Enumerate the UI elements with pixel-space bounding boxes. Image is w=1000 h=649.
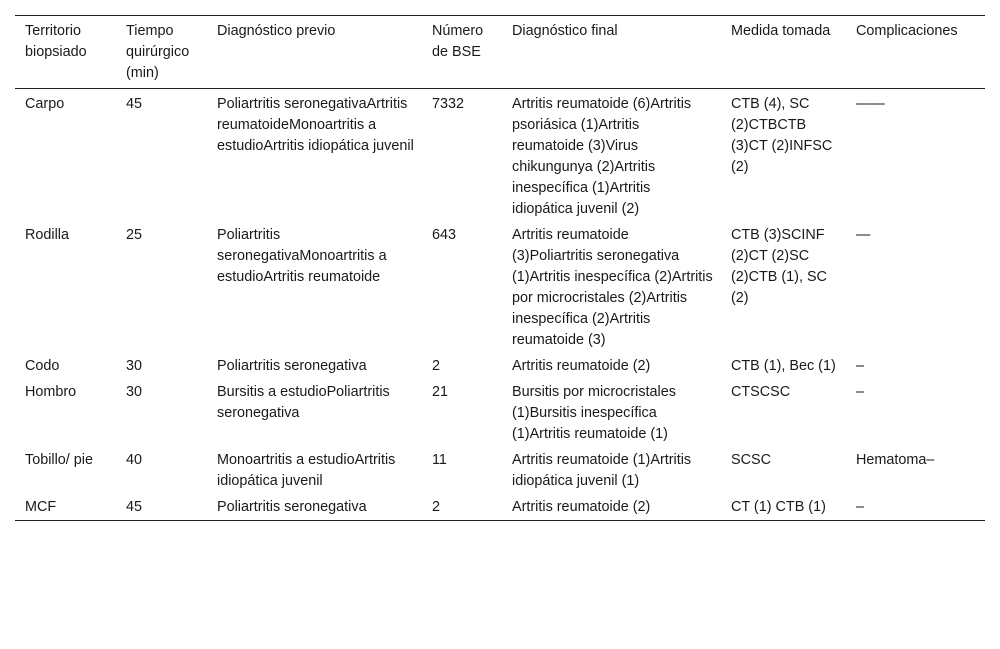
cell-numero-bse: 643 xyxy=(432,227,457,243)
cell-medida: CTB (3)SCINF (2)CT (2)SC (2)CTB (1), SC (2) xyxy=(731,227,827,306)
cell-territorio: Hombro xyxy=(25,384,77,400)
cell-diagnostico-final: Artritis reumatoide (3)Poliartritis seronegativa (1)Artritis inespecífica (2)Artritis por microcristales (2)Artritis inespecífica (2)Artritis reumatoide (3) xyxy=(512,227,713,348)
header-diagnostico-previo: Diagnóstico previo xyxy=(217,23,336,39)
cell-diagnostico-final: Artritis reumatoide (2) xyxy=(512,499,651,515)
table-row xyxy=(15,222,985,353)
cell-complicaciones: – xyxy=(856,499,865,515)
cell-diagnostico-final: Bursitis por microcristales (1)Bursitis inespecífica (1)Artritis reumatoide (1) xyxy=(512,384,676,442)
table-row xyxy=(15,353,985,379)
cell-complicaciones: – xyxy=(856,358,865,374)
cell-numero-bse: 21 xyxy=(432,384,449,400)
cell-territorio: MCF xyxy=(25,499,57,515)
table-container xyxy=(15,15,985,521)
cell-territorio: Carpo xyxy=(25,96,65,112)
cell-complicaciones: —— xyxy=(856,96,885,112)
cell-medida: CTB (4), SC (2)CTBCTB (3)CT (2)INFSC (2) xyxy=(731,96,833,175)
table-row xyxy=(15,379,985,447)
header-medida: Medida tomada xyxy=(731,23,831,39)
cell-numero-bse: 11 xyxy=(432,452,447,468)
header-numero-bse: Número de BSE xyxy=(432,23,484,60)
cell-numero-bse: 7332 xyxy=(432,96,465,112)
cell-medida: CT (1) CTB (1) xyxy=(731,499,826,515)
cell-diagnostico-previo: Monoartritis a estudioArtritis idiopática juvenil xyxy=(217,452,396,489)
cell-diagnostico-previo: Poliartritis seronegativaArtritis reumatoideMonoartritis a estudioArtritis idiopática juvenil xyxy=(217,96,414,154)
cell-diagnostico-final: Artritis reumatoide (1)Artritis idiopática juvenil (1) xyxy=(512,452,692,489)
cell-territorio: Rodilla xyxy=(25,227,69,243)
cell-medida: CTB (1), Bec (1) xyxy=(731,358,836,374)
header-diagnostico-final: Diagnóstico final xyxy=(512,23,618,39)
table-row xyxy=(15,494,985,521)
cell-diagnostico-final: Artritis reumatoide (2) xyxy=(512,358,651,374)
cell-numero-bse: 2 xyxy=(432,358,441,374)
cell-tiempo: 30 xyxy=(126,358,143,374)
cell-tiempo: 30 xyxy=(126,384,143,400)
header-territorio: Territorio biopsiado xyxy=(25,23,87,60)
cell-tiempo: 25 xyxy=(126,227,143,243)
table-row xyxy=(15,89,985,223)
cell-complicaciones: – xyxy=(856,384,865,400)
cell-medida: CTSCSC xyxy=(731,384,791,400)
cell-complicaciones: — xyxy=(856,227,871,243)
cell-medida: SCSC xyxy=(731,452,771,468)
cell-numero-bse: 2 xyxy=(432,499,441,515)
cell-tiempo: 45 xyxy=(126,499,143,515)
cell-diagnostico-final: Artritis reumatoide (6)Artritis psoriásica (1)Artritis reumatoide (3)Virus chikungunya (2)Artritis inespecífica (1)Artritis idiopática juvenil (2) xyxy=(512,96,692,217)
table-row xyxy=(15,447,985,494)
header-tiempo: Tiempo quirúrgico (min) xyxy=(126,23,190,81)
cell-complicaciones: Hematoma– xyxy=(856,452,935,468)
cell-diagnostico-previo: Poliartritis seronegativa xyxy=(217,358,367,374)
cell-territorio: Codo xyxy=(25,358,60,374)
header-complicaciones: Complicaciones xyxy=(856,23,958,39)
cell-tiempo: 40 xyxy=(126,452,143,468)
cell-diagnostico-previo: Poliartritis seronegativa xyxy=(217,499,367,515)
biopsy-table xyxy=(15,15,985,521)
cell-diagnostico-previo: Bursitis a estudioPoliartritis seronegativa xyxy=(217,384,390,421)
cell-territorio: Tobillo/ pie xyxy=(25,452,93,468)
table-header-row xyxy=(15,16,985,89)
cell-diagnostico-previo: Poliartritis seronegativaMonoartritis a estudioArtritis reumatoide xyxy=(217,227,387,285)
cell-tiempo: 45 xyxy=(126,96,143,112)
